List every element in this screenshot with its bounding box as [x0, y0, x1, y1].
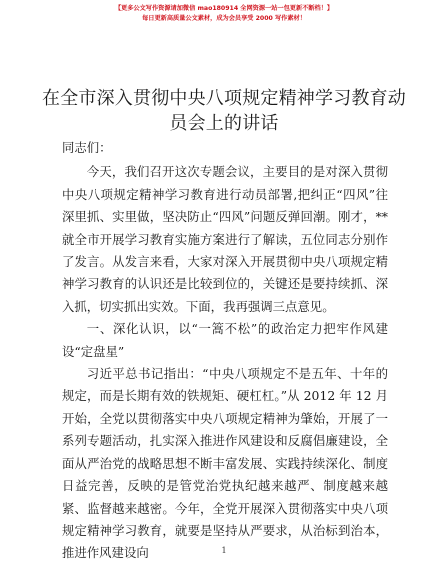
- document-title-line-1: 在全市深入贯彻中央八项规定精神学习教育动: [42, 88, 406, 109]
- salutation: 同志们：: [62, 140, 112, 155]
- document-title: [40, 86, 408, 136]
- promo-header: [0, 4, 448, 24]
- promo-header-line-2: 每日更新高质量公文素材，成为会员享受 2000 写作素材！: [142, 15, 306, 22]
- paragraph-quote: 习近平总书记指出：“中央八项规定不是五年、十年的规定，而是长期有效的铁规矩、硬杠杠。”从 2012 年 12 月开始，全党以贯彻落实中央八项规定精神为肇始，开展了一系列专题活动，扎实深入推进作风建设和反腐倡廉建设，全面从严治党的战略思想不断丰富发展、实践持续深化、制度日益完善，反映的是管党治党执纪越来越严、制度越来越紧、监督越来越密。今年，全党开展深入贯彻落实中央八项规定精神学习教育，就要是坚持从严要求，从治标到治本，推进作风建设向: [62, 366, 388, 561]
- document-body: [62, 137, 388, 565]
- paragraph-intro: 今天，我们召开这次专题会议，主要目的是对深入贯彻中央八项规定精神学习教育进行动员部署,把纠正“四风”往深里抓、实里做，坚决防止“四风”问题反弹回潮。刚才，**就全市开展学习教育实施方案进行了解读，五位同志分别作了发言。从发言来看，大家对深入开展贯彻中央八项规定精神学习教育的认识还是比较到位的，关键还是要持续抓、深入抓，切实抓出实效。下面，我再强调三点意见。: [62, 164, 388, 314]
- section-heading-1: 一、深化认识，以“一篙不松”的政治定力把牢作风建设“定盘星”: [62, 321, 388, 359]
- promo-header-line-1: 【更多公文写作资源请加微信 mao180914 全网资源一站一包更新不断档！】: [114, 5, 334, 12]
- page-number: 1: [221, 546, 227, 555]
- document-title-line-2: 员会上的讲话: [169, 113, 279, 134]
